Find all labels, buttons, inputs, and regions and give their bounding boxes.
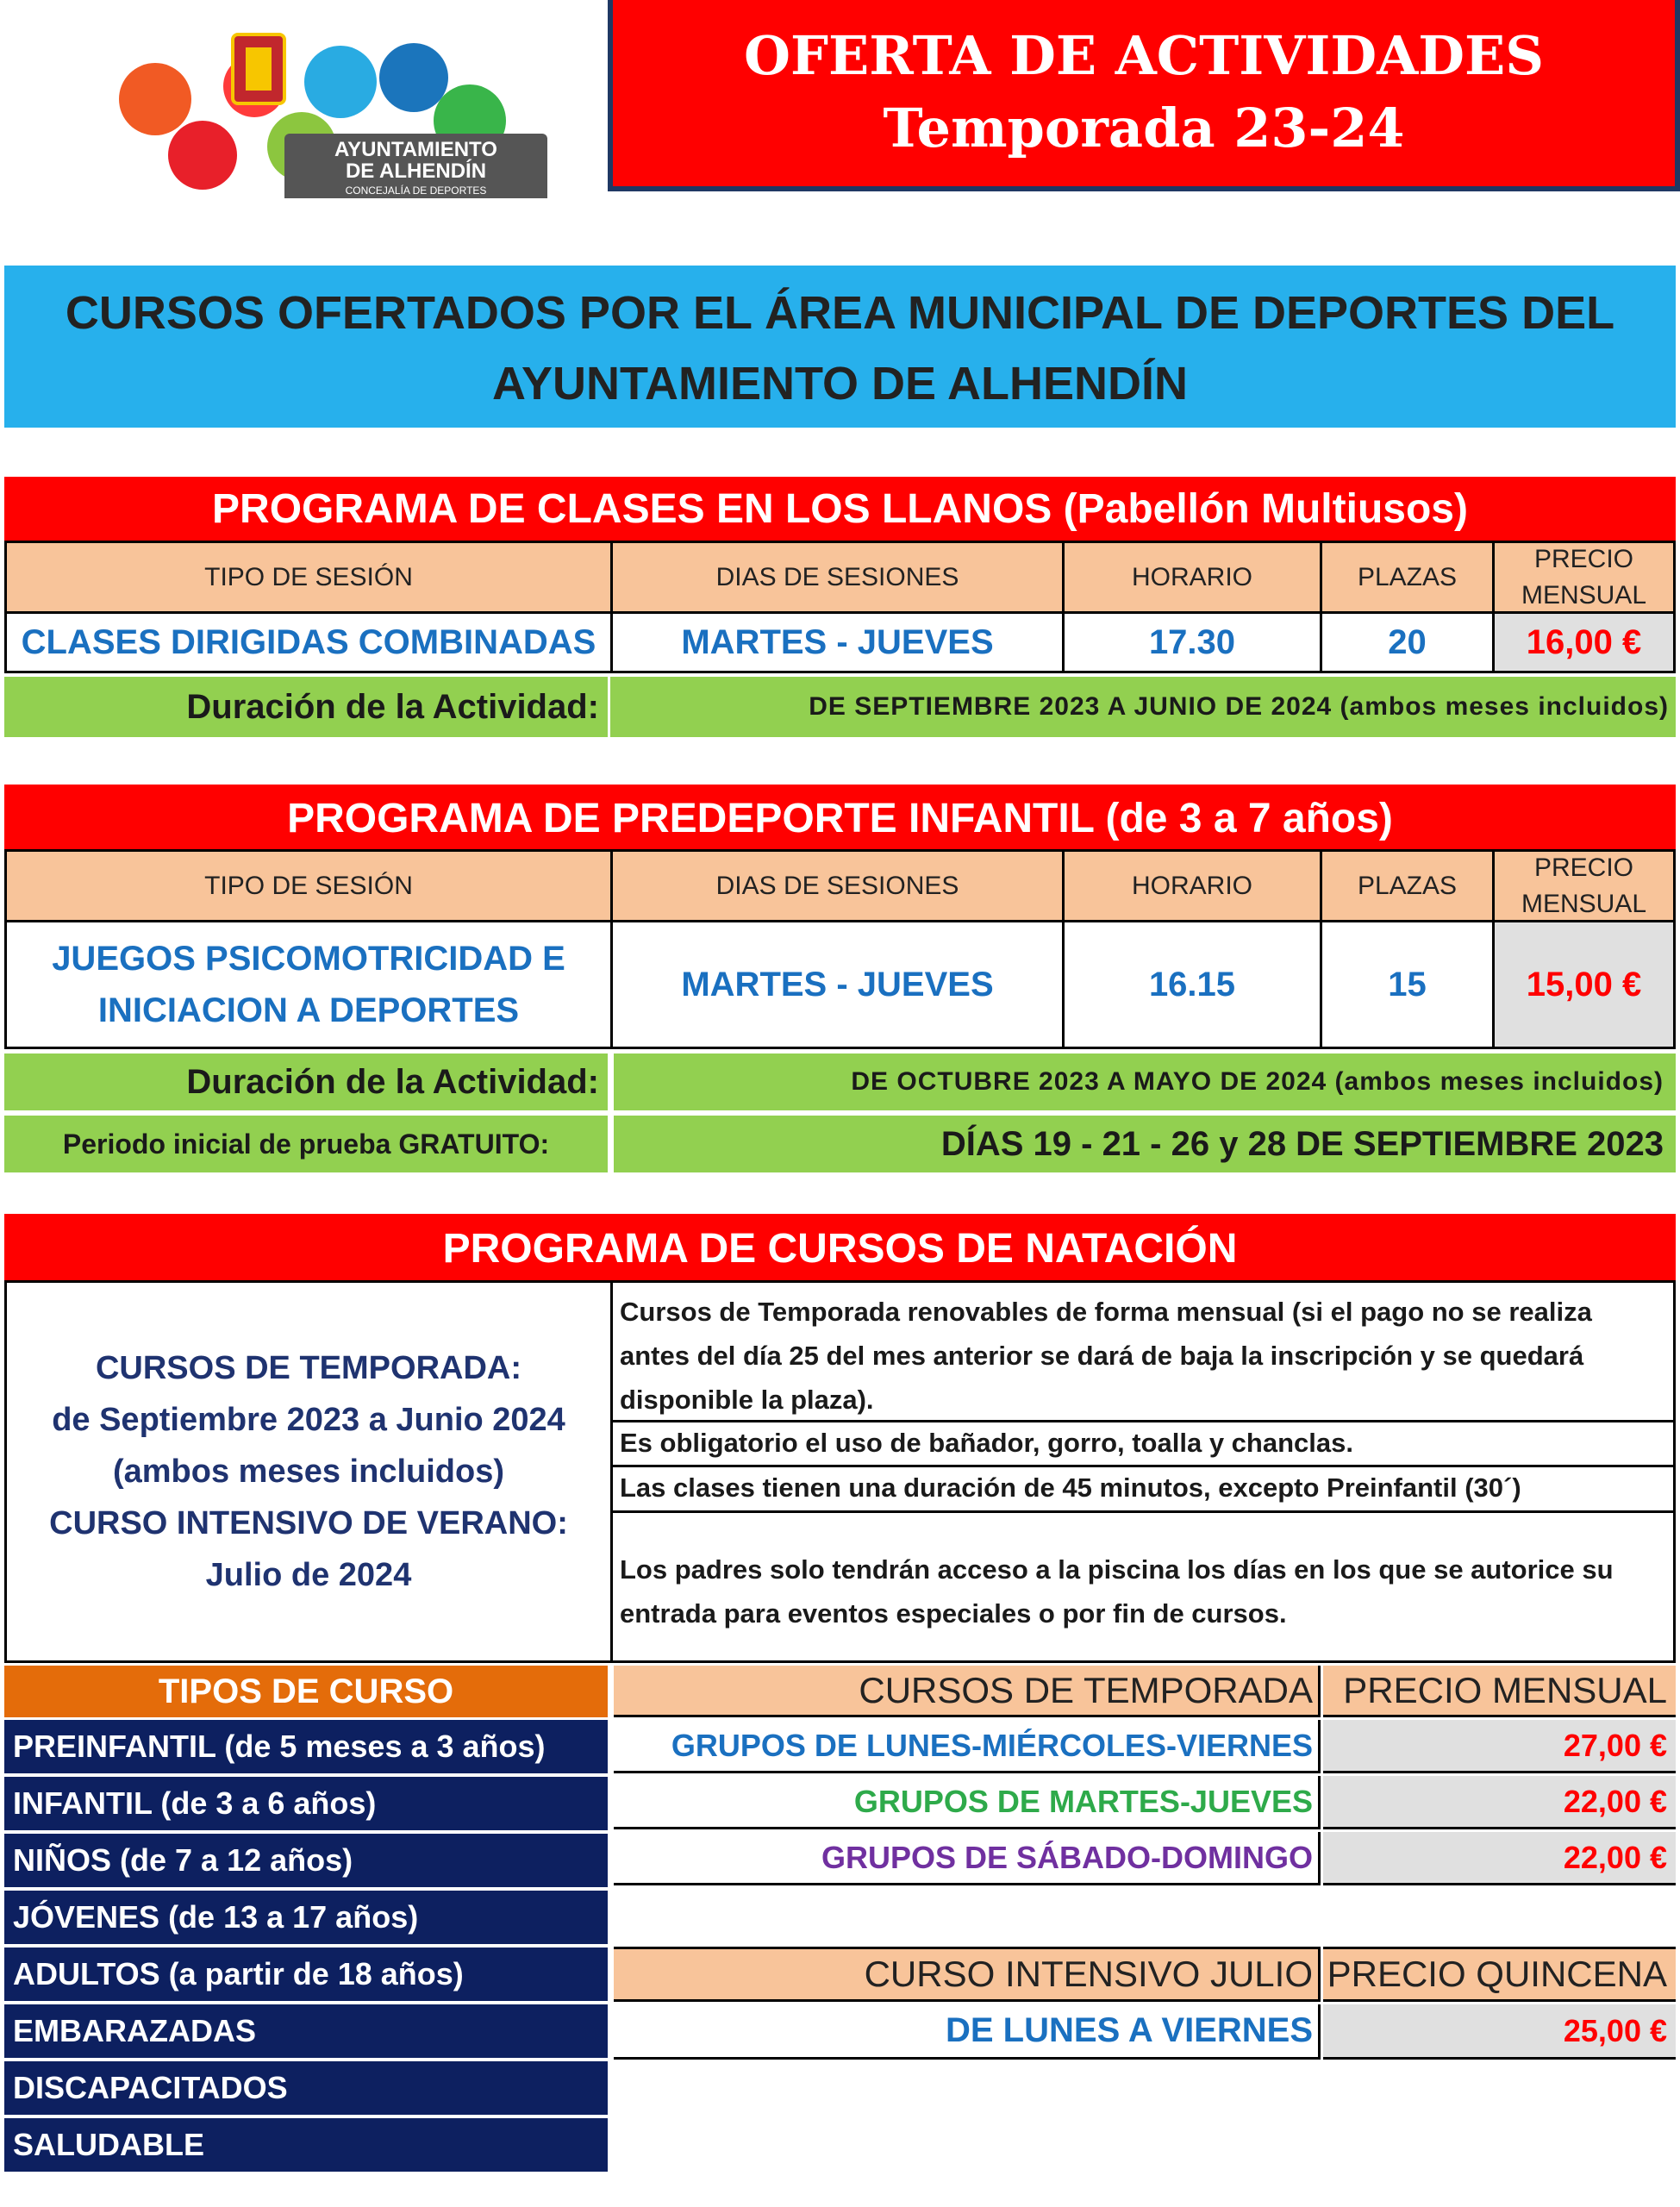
grupo-price-3: 22,00 €: [1323, 1832, 1676, 1885]
tipo-item-3: NIÑOS (de 7 a 12 años): [4, 1834, 608, 1887]
tipo-item-2: INFANTIL (de 3 a 6 años): [4, 1777, 608, 1830]
p2-row-tipo: [4, 920, 613, 1049]
p2-col-precio: [1492, 849, 1676, 922]
grupo-price-1: 27,00 €: [1323, 1720, 1676, 1773]
tipo-item-8: SALUDABLE: [4, 2118, 608, 2172]
grupo-row-1: GRUPOS DE LUNES-MIÉRCOLES-VIERNES: [614, 1720, 1321, 1773]
natacion-verano-label: CURSO INTENSIVO DE VERANO:: [49, 1505, 568, 1541]
p1-col-precio-2: MENSUAL: [1521, 580, 1647, 610]
precio-mensual-header: PRECIO MENSUAL: [1323, 1666, 1676, 1717]
p2-prueba-value: DÍAS 19 - 21 - 26 y 28 DE SEPTIEMBRE 2023: [614, 1116, 1676, 1172]
logo-text-2: DE ALHENDÍN: [345, 159, 487, 183]
p1-row-horario: 17.30: [1062, 611, 1322, 673]
p1-row-precio: 16,00 €: [1492, 611, 1676, 673]
natacion-note-3: [610, 1465, 1676, 1513]
temporada-header: CURSOS DE TEMPORADA: [614, 1666, 1321, 1717]
program1-title: PROGRAMA DE CLASES EN LOS LLANOS (Pabellón Multiusos): [4, 477, 1676, 541]
banner-line-2: AYUNTAMIENTO DE ALHENDÍN: [491, 358, 1189, 410]
program2-title: PROGRAMA DE PREDEPORTE INFANTIL (de 3 a 7 años): [4, 785, 1676, 852]
natacion-verano-dates: Julio de 2024: [205, 1557, 412, 1593]
p1-duracion-label: Duración de la Actividad:: [4, 677, 608, 737]
p2-row-tipo-2: INICIACION A DEPORTES: [97, 991, 520, 1029]
program3-title: PROGRAMA DE CURSOS DE NATACIÓN: [4, 1214, 1676, 1283]
p2-row-tipo-1: JUEGOS PSICOMOTRICIDAD E: [52, 940, 565, 978]
title-line-2: Temporada 23-24: [883, 97, 1405, 159]
title-line-1: OFERTA DE ACTIVIDADES: [743, 24, 1545, 87]
logo-text-3: CONCEJALÍA DE DEPORTES: [345, 184, 487, 197]
p1-row-tipo: CLASES DIRIGIDAS COMBINADAS: [4, 611, 613, 673]
p1-duracion-value: DE SEPTIEMBRE 2023 A JUNIO DE 2024 (ambos meses incluidos): [610, 677, 1676, 737]
p2-prueba-label: Periodo inicial de prueba GRATUITO:: [4, 1116, 608, 1172]
intensivo-header: CURSO INTENSIVO JULIO: [614, 1947, 1321, 2002]
p2-row-dias: MARTES - JUEVES: [610, 920, 1065, 1049]
p1-col-tipo: TIPO DE SESIÓN: [4, 541, 613, 614]
grupo-row-2: GRUPOS DE MARTES-JUEVES: [614, 1776, 1321, 1829]
courses-banner: [4, 266, 1676, 428]
p2-duracion-label: Duración de la Actividad:: [4, 1053, 608, 1110]
tipo-item-4: JÓVENES (de 13 a 17 años): [4, 1891, 608, 1944]
grupo-row-3: GRUPOS DE SÁBADO-DOMINGO: [614, 1832, 1321, 1885]
tipos-curso-header: TIPOS DE CURSO: [4, 1666, 608, 1717]
tipo-item-6: EMBARAZADAS: [4, 2004, 608, 2058]
p1-col-dias: DIAS DE SESIONES: [610, 541, 1065, 614]
logo: [108, 26, 556, 198]
intensivo-price: 25,00 €: [1323, 2004, 1676, 2060]
natacion-temporada-dates: de Septiembre 2023 a Junio 2024: [52, 1402, 565, 1438]
p1-col-precio: [1492, 541, 1676, 614]
natacion-note-2-text: Es obligatorio el uso de bañador, gorro, toalla y chanclas.: [620, 1428, 1353, 1458]
intensivo-row: DE LUNES A VIERNES: [614, 2004, 1321, 2060]
quincena-header: PRECIO QUINCENA: [1323, 1947, 1676, 2002]
p1-row-plazas: 20: [1320, 611, 1495, 673]
natacion-note-2: [610, 1420, 1676, 1467]
p2-row-precio: 15,00 €: [1492, 920, 1676, 1049]
tipo-item-7: DISCAPACITADOS: [4, 2061, 608, 2115]
p1-col-horario: HORARIO: [1062, 541, 1322, 614]
p2-col-precio-1: PRECIO: [1533, 853, 1634, 882]
p2-col-horario: HORARIO: [1062, 849, 1322, 922]
logo-text-1: AYUNTAMIENTO: [334, 138, 497, 161]
natacion-note-1: [610, 1280, 1676, 1422]
tipo-item-5: ADULTOS (a partir de 18 años): [4, 1948, 608, 2001]
p2-col-precio-2: MENSUAL: [1521, 889, 1647, 918]
natacion-note-3-text: Las clases tienen una duración de 45 minutos, excepto Preinfantil (30´): [620, 1472, 1521, 1503]
natacion-note-1-text: Cursos de Temporada renovables de forma mensual (si el pago no se realiza antes del día 25 del mes anterior se dará de baja la inscripción y se quedará disponible la plaza).: [620, 1297, 1592, 1415]
tipo-item-1: PREINFANTIL (de 5 meses a 3 años): [4, 1720, 608, 1773]
natacion-note-4: [610, 1510, 1676, 1663]
p2-col-dias: DIAS DE SESIONES: [610, 849, 1065, 922]
p2-row-plazas: 15: [1320, 920, 1495, 1049]
p2-col-tipo: TIPO DE SESIÓN: [4, 849, 613, 922]
natacion-temporada-note: (ambos meses incluidos): [112, 1454, 504, 1490]
p2-col-plazas: PLAZAS: [1320, 849, 1495, 922]
banner-line-1: CURSOS OFERTADOS POR EL ÁREA MUNICIPAL DE DEPORTES DEL: [65, 287, 1615, 339]
natacion-note-4-text: Los padres solo tendrán acceso a la piscina los días en los que se autorice su entrada para eventos especiales o por fin de cursos.: [620, 1554, 1614, 1629]
natacion-info-left: [4, 1280, 613, 1663]
p1-col-precio-1: PRECIO: [1533, 544, 1634, 573]
tipos-list: [4, 1720, 608, 2177]
grupo-price-2: 22,00 €: [1323, 1776, 1676, 1829]
p2-duracion-value: DE OCTUBRE 2023 A MAYO DE 2024 (ambos meses incluidos): [614, 1053, 1676, 1110]
p1-col-plazas: PLAZAS: [1320, 541, 1495, 614]
natacion-temporada-label: CURSOS DE TEMPORADA:: [95, 1350, 522, 1386]
title-box: [608, 0, 1680, 191]
p2-row-horario: 16.15: [1062, 920, 1322, 1049]
p1-row-dias: MARTES - JUEVES: [610, 611, 1065, 673]
